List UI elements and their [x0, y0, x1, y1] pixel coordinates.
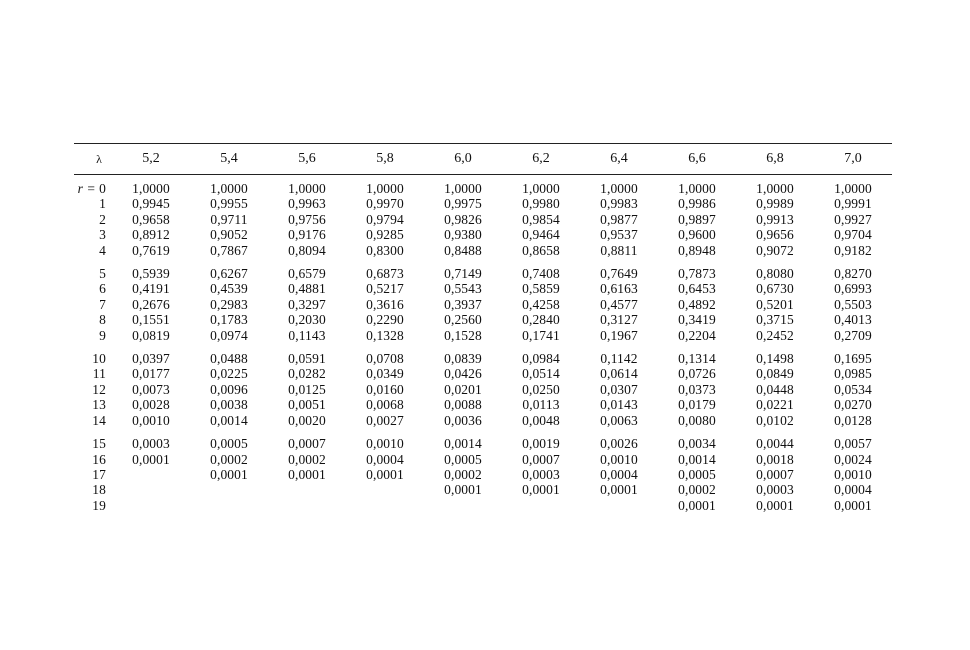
- row-index-cell: [74, 413, 112, 428]
- row-index: 19: [92, 497, 106, 513]
- table-cell: 0,5859: [522, 281, 560, 297]
- table-cell: 0,0177: [132, 366, 170, 382]
- table-cell: 0,0113: [522, 397, 560, 413]
- row-index-cell: [74, 281, 112, 296]
- table-cell: 0,0001: [210, 466, 248, 482]
- table-row: [74, 181, 892, 196]
- table-cell: 0,9826: [444, 211, 482, 227]
- table-cell: 0,0007: [522, 451, 560, 467]
- table-cell: 0,3937: [444, 296, 482, 312]
- table-cell: 0,8300: [366, 242, 404, 258]
- table-row: [74, 266, 892, 281]
- column-header: 6,4: [610, 151, 628, 166]
- table-cell: 0,0028: [132, 397, 170, 413]
- table-cell: 0,0014: [678, 451, 716, 467]
- table-cell: 0,1328: [366, 327, 404, 343]
- table-cell: 0,0004: [834, 482, 872, 498]
- table-cell: 0,0003: [132, 436, 170, 452]
- table-cell: 0,9182: [834, 242, 872, 258]
- group-spacer: [74, 343, 892, 351]
- table-cell: 0,9970: [366, 196, 404, 212]
- table-cell: 0,9980: [522, 196, 560, 212]
- row-index-cell: [74, 181, 112, 196]
- table-cell: 0,3297: [288, 296, 326, 312]
- group-spacer: [74, 258, 892, 266]
- table-cell: 0,2204: [678, 327, 716, 343]
- table-row: [74, 397, 892, 412]
- table-cell: 0,8270: [834, 266, 872, 282]
- table-cell: 0,0819: [132, 327, 170, 343]
- row-index: 1: [99, 196, 106, 212]
- table-cell: 0,9963: [288, 196, 326, 212]
- table-cell: 0,3419: [678, 312, 716, 328]
- table-cell: 0,9897: [678, 211, 716, 227]
- row-index: 7: [99, 296, 106, 312]
- table-row: [74, 498, 892, 513]
- table-cell: 0,9854: [522, 211, 560, 227]
- row-index-cell: [74, 212, 112, 227]
- row-index: 13: [92, 397, 106, 413]
- table-row: [74, 328, 892, 343]
- table-cell: 0,0849: [756, 366, 794, 382]
- column-header: 5,8: [376, 151, 394, 166]
- table-cell: 0,7873: [678, 266, 716, 282]
- table-cell: 0,0003: [756, 482, 794, 498]
- table-row: [74, 212, 892, 227]
- table-cell: [502, 498, 580, 513]
- table-cell: 1,0000: [132, 181, 170, 196]
- table-cell: 0,0426: [444, 366, 482, 382]
- row-index-cell: [74, 366, 112, 381]
- table-cell: 0,9794: [366, 211, 404, 227]
- table-cell: 0,0020: [288, 412, 326, 428]
- table-cell: 0,0001: [522, 482, 560, 498]
- table-cell: 0,0128: [834, 412, 872, 428]
- table-cell: 0,0102: [756, 412, 794, 428]
- row-index-cell: [74, 482, 112, 497]
- table-cell: 0,9983: [600, 196, 638, 212]
- table-cell: 0,0001: [444, 482, 482, 498]
- table-cell: 1,0000: [600, 181, 638, 196]
- table-cell: 0,0024: [834, 451, 872, 467]
- table-cell: 0,0448: [756, 381, 794, 397]
- column-header: 5,2: [142, 151, 160, 166]
- table-cell: 0,0125: [288, 381, 326, 397]
- table-cell: 0,9072: [756, 242, 794, 258]
- lambda-header: λ: [96, 151, 102, 166]
- row-index-cell: [74, 266, 112, 281]
- table-cell: 0,0068: [366, 397, 404, 413]
- table-cell: 0,1783: [210, 312, 248, 328]
- table-cell: 0,5217: [366, 281, 404, 297]
- table-cell: 0,4258: [522, 296, 560, 312]
- table-cell: 1,0000: [444, 181, 482, 196]
- table-cell: 0,2709: [834, 327, 872, 343]
- table-cell: 1,0000: [834, 181, 872, 196]
- table-row: [74, 196, 892, 211]
- table-cell: 0,7867: [210, 242, 248, 258]
- table-cell: 0,6873: [366, 266, 404, 282]
- r-prefix: r =: [77, 181, 100, 196]
- table-row: [74, 297, 892, 312]
- table-cell: 0,0201: [444, 381, 482, 397]
- table-cell: 1,0000: [288, 181, 326, 196]
- table-row: [74, 436, 892, 451]
- table-cell: 0,0004: [600, 466, 638, 482]
- table-cell: [346, 498, 424, 513]
- table-cell: 0,0534: [834, 381, 872, 397]
- row-index-cell: [74, 498, 112, 513]
- table-cell: 0,2676: [132, 296, 170, 312]
- table-cell: 0,0591: [288, 351, 326, 367]
- table-cell: 0,5543: [444, 281, 482, 297]
- table-cell: 0,0096: [210, 381, 248, 397]
- table-cell: [112, 482, 190, 497]
- table-cell: 0,1528: [444, 327, 482, 343]
- table-cell: 0,0349: [366, 366, 404, 382]
- table-cell: 0,4577: [600, 296, 638, 312]
- table-cell: 0,0002: [444, 466, 482, 482]
- row-index: 15: [92, 436, 106, 452]
- row-index: 17: [92, 466, 106, 482]
- table-cell: 0,0014: [210, 412, 248, 428]
- column-header: 6,6: [688, 151, 706, 166]
- table-cell: 0,2983: [210, 296, 248, 312]
- table-cell: 0,0044: [756, 436, 794, 452]
- table-cell: 0,0005: [678, 466, 716, 482]
- table-cell: 0,0027: [366, 412, 404, 428]
- column-header: 5,6: [298, 151, 316, 166]
- row-index-cell: [74, 351, 112, 366]
- table-cell: 0,0985: [834, 366, 872, 382]
- table-cell: 0,9464: [522, 227, 560, 243]
- table-cell: [268, 482, 346, 497]
- table-cell: 0,0051: [288, 397, 326, 413]
- table-cell: 0,8488: [444, 242, 482, 258]
- table-cell: 0,9711: [210, 211, 248, 227]
- table-cell: 0,2452: [756, 327, 794, 343]
- table-cell: 0,4013: [834, 312, 872, 328]
- table-cell: 0,9285: [366, 227, 404, 243]
- table-cell: 0,0225: [210, 366, 248, 382]
- table-cell: 0,0614: [600, 366, 638, 382]
- table-cell: 0,0010: [132, 412, 170, 428]
- table-cell: 0,9991: [834, 196, 872, 212]
- column-header: 6,8: [766, 151, 784, 166]
- table-cell: 0,0034: [678, 436, 716, 452]
- table-cell: 0,5939: [132, 266, 170, 282]
- row-index: 11: [92, 366, 106, 382]
- column-header: 5,4: [220, 151, 238, 166]
- table-cell: 0,4539: [210, 281, 248, 297]
- table-cell: 0,8094: [288, 242, 326, 258]
- table-cell: 0,0010: [600, 451, 638, 467]
- table-cell: 1,0000: [210, 181, 248, 196]
- table-cell: 0,4881: [288, 281, 326, 297]
- row-index: 2: [99, 211, 106, 227]
- group-spacer: [74, 428, 892, 436]
- table-cell: 0,1143: [288, 327, 326, 343]
- table-cell: 0,0014: [444, 436, 482, 452]
- table-cell: 0,8811: [600, 242, 638, 258]
- table-cell: 0,0005: [444, 451, 482, 467]
- column-header: 7,0: [844, 151, 862, 166]
- column-header: 6,2: [532, 151, 550, 166]
- table-cell: 1,0000: [678, 181, 716, 196]
- row-index-cell: [74, 297, 112, 312]
- table-cell: 0,3127: [600, 312, 638, 328]
- table-cell: 0,8948: [678, 242, 716, 258]
- table-row: [74, 467, 892, 482]
- row-index-cell: [74, 243, 112, 258]
- table-cell: 0,0001: [366, 466, 404, 482]
- table-cell: 0,0397: [132, 351, 170, 367]
- table-cell: 0,2290: [366, 312, 404, 328]
- table-cell: [190, 498, 268, 513]
- table-cell: 0,7149: [444, 266, 482, 282]
- row-index: 12: [92, 381, 106, 397]
- table-cell: [346, 482, 424, 497]
- table-row: [74, 351, 892, 366]
- probability-table: [74, 143, 892, 513]
- table-cell: 0,0001: [288, 466, 326, 482]
- table-cell: 0,3616: [366, 296, 404, 312]
- table-cell: 0,0088: [444, 397, 482, 413]
- table-cell: 0,0038: [210, 397, 248, 413]
- table-cell: 0,0001: [132, 451, 170, 467]
- table-cell: 0,9945: [132, 196, 170, 212]
- table-cell: 1,0000: [366, 181, 404, 196]
- table-cell: 0,0984: [522, 351, 560, 367]
- row-index: 0: [99, 181, 106, 196]
- header-row: [74, 144, 892, 174]
- table-row: [74, 281, 892, 296]
- table-cell: 0,0179: [678, 397, 716, 413]
- table-cell: 0,0514: [522, 366, 560, 382]
- table-cell: 0,9380: [444, 227, 482, 243]
- table-cell: 0,0726: [678, 366, 716, 382]
- table-cell: 0,4191: [132, 281, 170, 297]
- table-cell: [112, 498, 190, 513]
- table-cell: 0,0001: [756, 497, 794, 513]
- table-cell: 0,9955: [210, 196, 248, 212]
- table-cell: 0,0282: [288, 366, 326, 382]
- table-row: [74, 227, 892, 242]
- row-index-cell: [74, 382, 112, 397]
- row-index-cell: [74, 467, 112, 482]
- row-index-cell: [74, 452, 112, 467]
- table-cell: 0,5503: [834, 296, 872, 312]
- table-cell: 0,9600: [678, 227, 716, 243]
- table-cell: [190, 482, 268, 497]
- table-cell: 0,0002: [288, 451, 326, 467]
- table-cell: 0,9176: [288, 227, 326, 243]
- table-row: [74, 312, 892, 327]
- table-cell: 0,6163: [600, 281, 638, 297]
- table-cell: 0,0221: [756, 397, 794, 413]
- table-cell: 0,0708: [366, 351, 404, 367]
- table-cell: 1,0000: [756, 181, 794, 196]
- table-cell: 0,8912: [132, 227, 170, 243]
- table-cell: 0,0143: [600, 397, 638, 413]
- table-cell: 0,0001: [600, 482, 638, 498]
- table-cell: 0,2030: [288, 312, 326, 328]
- table-cell: 0,9704: [834, 227, 872, 243]
- table-body: [74, 175, 892, 513]
- table-cell: 0,0036: [444, 412, 482, 428]
- row-index: 4: [99, 242, 106, 258]
- row-index-cell: [74, 196, 112, 211]
- table-cell: 0,6453: [678, 281, 716, 297]
- table-cell: 0,9927: [834, 211, 872, 227]
- table-cell: 0,6267: [210, 266, 248, 282]
- table-cell: 0,0001: [678, 497, 716, 513]
- table-cell: 0,0018: [756, 451, 794, 467]
- table-cell: 0,6579: [288, 266, 326, 282]
- table-cell: 0,9989: [756, 196, 794, 212]
- table-cell: 0,9986: [678, 196, 716, 212]
- table-cell: 0,0007: [756, 466, 794, 482]
- table-cell: 0,5201: [756, 296, 794, 312]
- table-cell: 0,0004: [366, 451, 404, 467]
- table-cell: 0,0488: [210, 351, 248, 367]
- table-cell: 0,0063: [600, 412, 638, 428]
- table-row: [74, 366, 892, 381]
- table-cell: 0,9658: [132, 211, 170, 227]
- table-cell: 0,0010: [366, 436, 404, 452]
- table-cell: 1,0000: [522, 181, 560, 196]
- row-index: 14: [92, 412, 106, 428]
- table-cell: 0,0002: [678, 482, 716, 498]
- table-cell: 0,9756: [288, 211, 326, 227]
- table-cell: [268, 498, 346, 513]
- table-row: [74, 482, 892, 497]
- table-cell: [112, 467, 190, 482]
- table-cell: 0,0250: [522, 381, 560, 397]
- table-cell: 0,1314: [678, 351, 716, 367]
- row-index: 3: [99, 227, 106, 243]
- poisson-cumulative-table: [74, 144, 892, 513]
- table-cell: 0,0026: [600, 436, 638, 452]
- table-cell: 0,0073: [132, 381, 170, 397]
- table-cell: 0,1551: [132, 312, 170, 328]
- row-index: 8: [99, 312, 106, 328]
- table-cell: 0,1967: [600, 327, 638, 343]
- row-index: 16: [92, 451, 106, 467]
- table-cell: 0,0007: [288, 436, 326, 452]
- table-row: [74, 382, 892, 397]
- row-index: 10: [92, 351, 106, 367]
- table-cell: 0,3715: [756, 312, 794, 328]
- table-cell: 0,0005: [210, 436, 248, 452]
- table-cell: [580, 498, 658, 513]
- table-cell: 0,0974: [210, 327, 248, 343]
- row-index-cell: [74, 328, 112, 343]
- table-cell: 0,9537: [600, 227, 638, 243]
- table-cell: 0,0839: [444, 351, 482, 367]
- table-cell: 0,9913: [756, 211, 794, 227]
- table-cell: 0,4892: [678, 296, 716, 312]
- table-cell: 0,0057: [834, 436, 872, 452]
- row-index: 18: [92, 482, 106, 498]
- table-cell: 0,0048: [522, 412, 560, 428]
- table-cell: 0,8080: [756, 266, 794, 282]
- row-index-cell: [74, 227, 112, 242]
- table-cell: 0,8658: [522, 242, 560, 258]
- row-index-cell: [74, 312, 112, 327]
- table-cell: 0,2560: [444, 312, 482, 328]
- table-cell: 0,0160: [366, 381, 404, 397]
- table-cell: 0,0001: [834, 497, 872, 513]
- row-index: 6: [99, 281, 106, 297]
- column-header: 6,0: [454, 151, 472, 166]
- row-index: 9: [99, 327, 106, 343]
- table-cell: 0,7619: [132, 242, 170, 258]
- table-cell: 0,1142: [600, 351, 638, 367]
- table-cell: 0,7408: [522, 266, 560, 282]
- table-cell: 0,6993: [834, 281, 872, 297]
- row-index-cell: [74, 436, 112, 451]
- table-cell: 0,9052: [210, 227, 248, 243]
- table-cell: [424, 498, 502, 513]
- table-cell: 0,1498: [756, 351, 794, 367]
- table-cell: 0,0002: [210, 451, 248, 467]
- table-cell: 0,2840: [522, 312, 560, 328]
- table-row: [74, 243, 892, 258]
- table-cell: 0,9877: [600, 211, 638, 227]
- table-cell: 0,0307: [600, 381, 638, 397]
- table-cell: 0,0373: [678, 381, 716, 397]
- table-cell: 0,6730: [756, 281, 794, 297]
- table-cell: 0,0019: [522, 436, 560, 452]
- table-cell: 0,7649: [600, 266, 638, 282]
- row-index-cell: [74, 397, 112, 412]
- table-row: [74, 413, 892, 428]
- table-cell: 0,1695: [834, 351, 872, 367]
- table-cell: 0,9656: [756, 227, 794, 243]
- table-cell: 0,0080: [678, 412, 716, 428]
- table-cell: 0,0003: [522, 466, 560, 482]
- table-cell: 0,0270: [834, 397, 872, 413]
- row-index: 5: [99, 266, 106, 282]
- table-cell: 0,9975: [444, 196, 482, 212]
- table-cell: 0,0010: [834, 466, 872, 482]
- table-row: [74, 452, 892, 467]
- table-cell: 0,1741: [522, 327, 560, 343]
